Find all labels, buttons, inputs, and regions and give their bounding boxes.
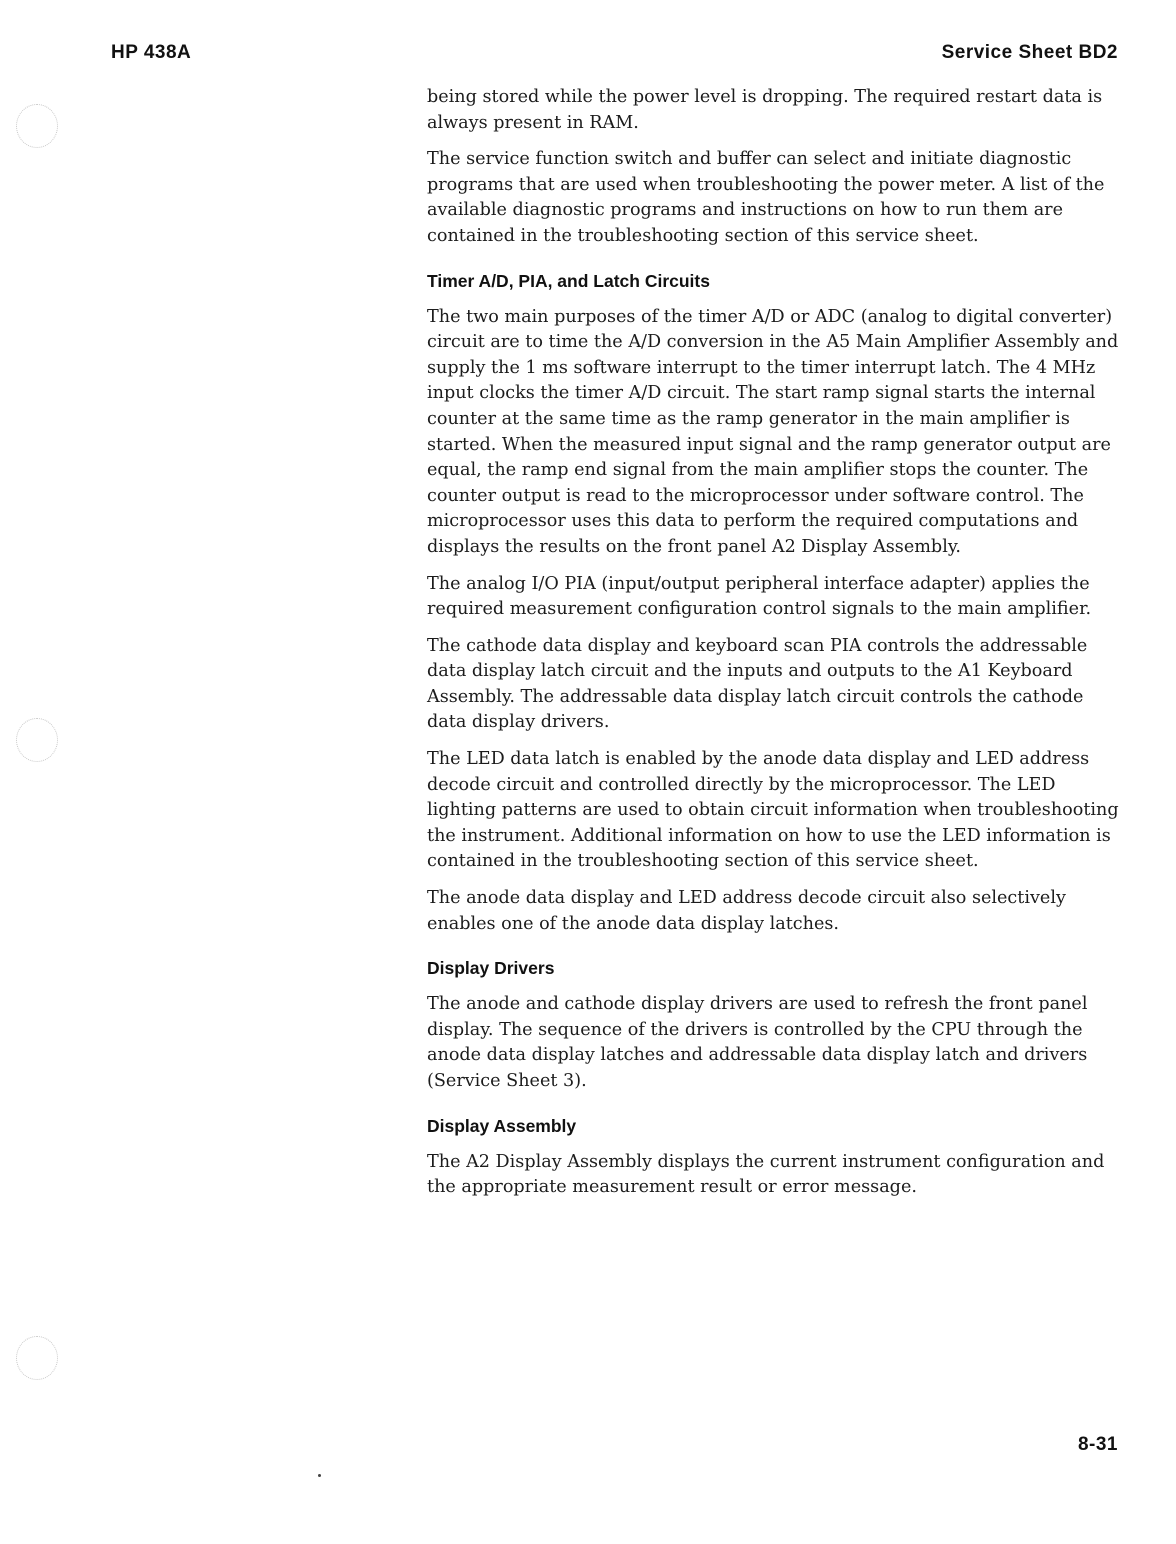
heading-display-drivers: Display Drivers: [427, 958, 555, 979]
punch-hole-top: [16, 104, 58, 148]
paragraph-analog-io-pia: The analog I/O PIA (input/output peripheral interface adapter) applies the required measurement configuration control signals to the main amplifier.: [427, 573, 1092, 620]
page-number: 8-31: [1077, 1434, 1118, 1455]
header-model: HP 438A: [111, 42, 192, 63]
punch-hole-middle: [16, 718, 58, 762]
paragraph-display-drivers: The anode and cathode display drivers are used to refresh the front panel display. The sequence of the drivers is controlled by the CPU through the anode data display latches and addressable data display latch and drivers (Service Sheet 3).: [427, 994, 1088, 1091]
scan-speck: [318, 1474, 321, 1477]
paragraph-display-assembly: The A2 Display Assembly displays the current instrument configuration and the appropriate measurement result or error message.: [427, 1151, 1105, 1198]
document-body: [427, 85, 1127, 1212]
paragraph-service-function: The service function switch and buffer can select and initiate diagnostic programs that are used when troubleshooting the power meter. A list of the available diagnostic programs and instructions on how to run them are contained in the troubleshooting section of this service sheet.: [427, 149, 1105, 246]
heading-display-assembly: Display Assembly: [427, 1115, 577, 1136]
paragraph-restart-data: being stored while the power level is dropping. The required restart data is always present in RAM.: [427, 87, 1103, 133]
header-service-sheet: Service Sheet BD2: [941, 42, 1118, 63]
paragraph-timer-ad: The two main purposes of the timer A/D or ADC (analog to digital converter) circuit are to time the A/D conversion in the A5 Main Amplifier Assembly and supply the 1 ms software interrupt to the timer interrupt latch. The 4 MHz input clocks the timer A/D circuit. The start ramp signal starts the internal counter at the same time as the ramp generator in the main amplifier is started. When the measured input signal and the ramp generator output are equal, the ramp end signal from the main amplifier stops the counter. The counter output is read to the microprocessor under software control. The microprocessor uses this data to perform the required computations and displays the results on the front panel A2 Display Assembly.: [427, 306, 1119, 557]
paragraph-anode-decode: The anode data display and LED address decode circuit also selectively enables one of the anode data display latches.: [427, 888, 1066, 934]
paragraph-led-latch: The LED data latch is enabled by the anode data display and LED address decode circuit and controlled directly by the microprocessor. The LED lighting patterns are used to obtain circuit information when troubleshooting the instrument. Additional information on how to use the LED information is contained in the troubleshooting section of this service sheet.: [427, 749, 1119, 872]
punch-hole-bottom: [16, 1336, 58, 1380]
paragraph-cathode-pia: The cathode data display and keyboard scan PIA controls the addressable data display latch circuit and the inputs and outputs to the A1 Keyboard Assembly. The addressable data display latch circuit controls the cathode data display drivers.: [427, 635, 1088, 733]
heading-timer-circuits: Timer A/D, PIA, and Latch Circuits: [427, 270, 710, 291]
